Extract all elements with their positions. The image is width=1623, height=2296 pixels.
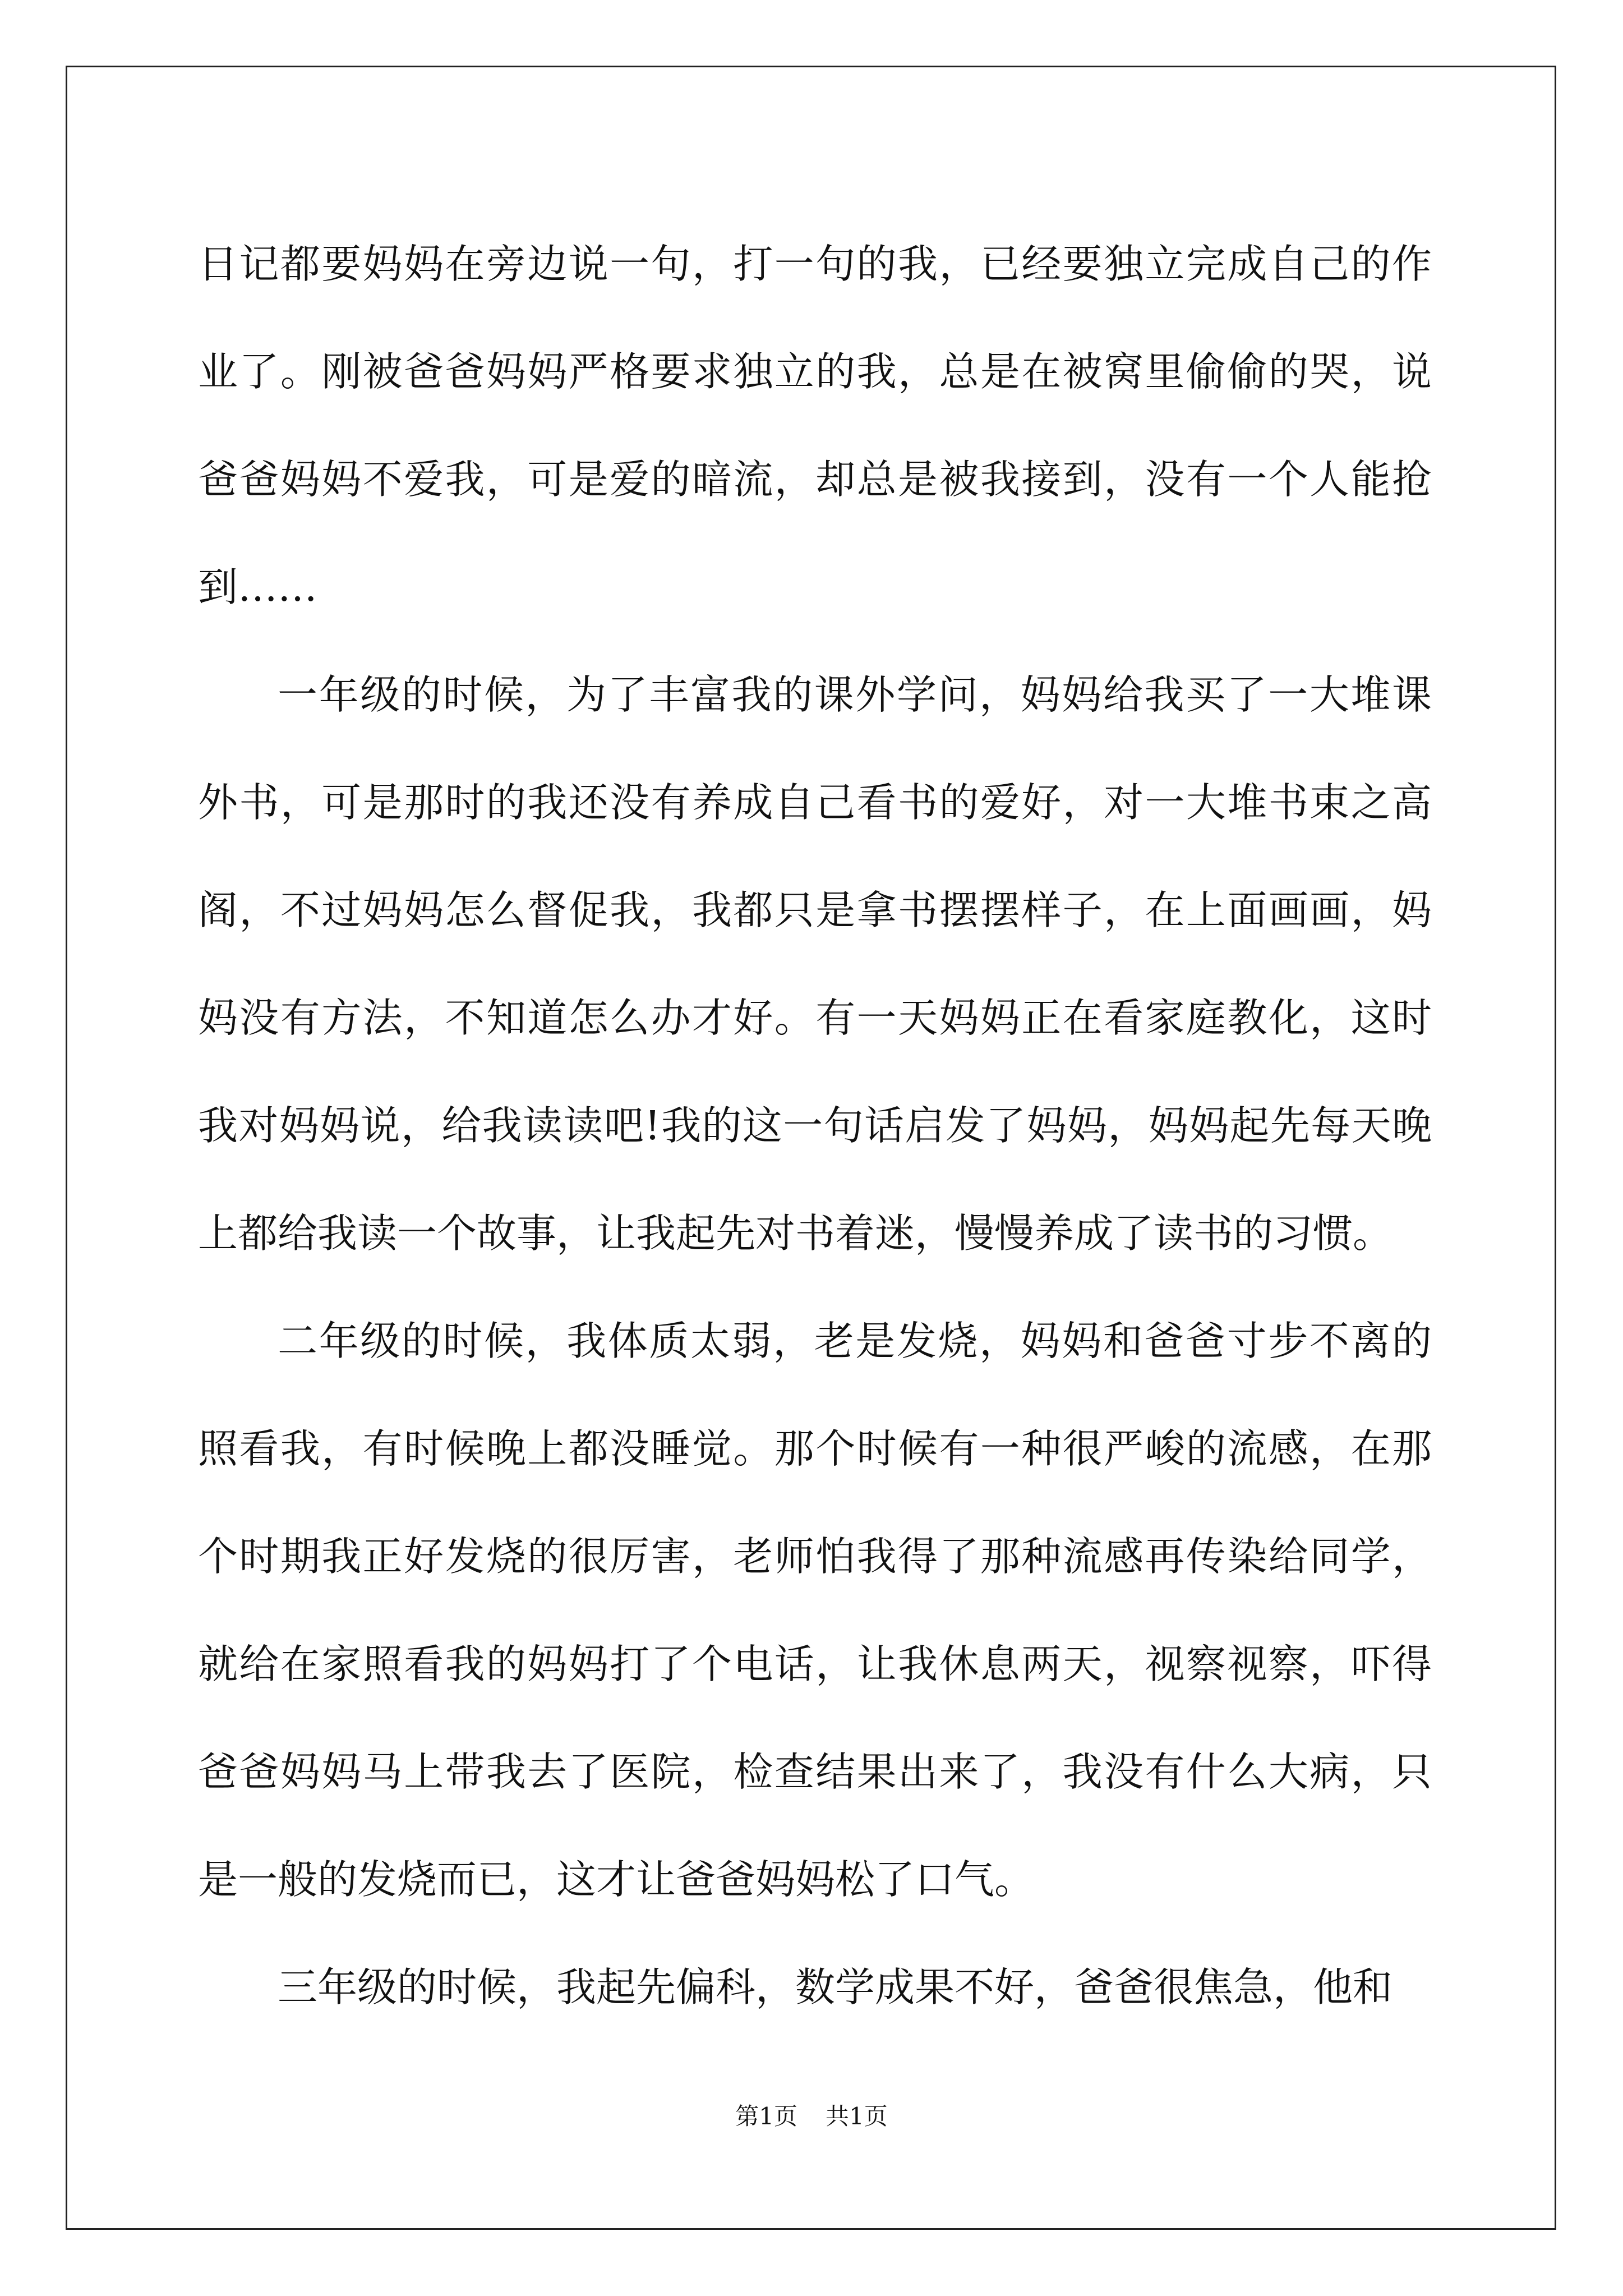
page-number-total: 共1页 [826,2102,888,2130]
document-body [198,210,1432,2041]
paragraph-2: 一年级的时候，为了丰富我的课外学问，妈妈给我买了一大堆课外书，可是那时的我还没有养成自己看书的爱好，对一大堆书束之高阁，不过妈妈怎么督促我，我都只是拿书摆摆样子，在上面画画，妈妈没有方法，不知道怎么办才好。有一天妈妈正在看家庭教化，这时我对妈妈说，给我读读吧!我的这一句话启发了妈妈，妈妈起先每天晚上都给我读一个故事，让我起先对书着迷，慢慢养成了读书的习惯。 [198,671,1432,1257]
page-number-current: 第1页 [735,2102,797,2130]
paragraph-1: 日记都要妈妈在旁边说一句，打一句的我，已经要独立完成自己的作业了。刚被爸爸妈妈严格要求独立的我，总是在被窝里偷偷的哭，说爸爸妈妈不爱我，可是爱的暗流，却总是被我接到，没有一个人能抢到…… [198,241,1432,610]
paragraph-3: 二年级的时候，我体质太弱，老是发烧，妈妈和爸爸寸步不离的照看我，有时候晚上都没睡觉。那个时候有一种很严峻的流感，在那个时期我正好发烧的很厉害，老师怕我得了那种流感再传染给同学，就给在家照看我的妈妈打了个电话，让我休息两天，视察视察，吓得爸爸妈妈马上带我去了医院，检查结果出来了，我没有什么大病，只是一般的发烧而已，这才让爸爸妈妈松了口气。 [198,1318,1432,1903]
page-footer [0,2098,1623,2132]
paragraph-4: 三年级的时候，我起先偏科，数学成果不好，爸爸很焦急，他和 [278,1964,1393,2010]
